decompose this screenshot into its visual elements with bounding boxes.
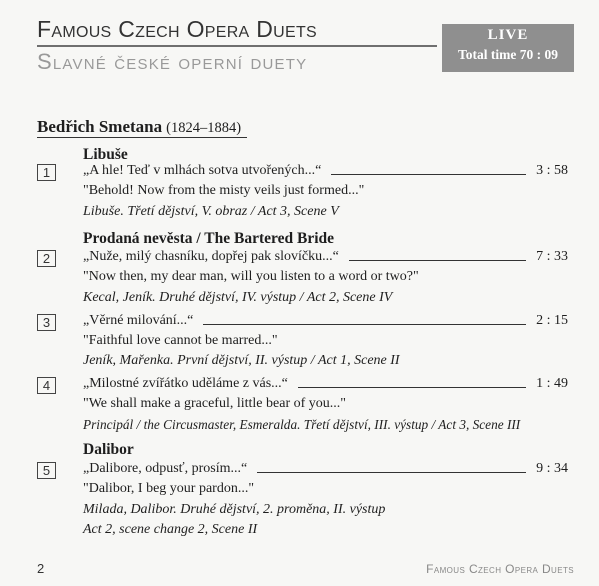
track-credit: Libuše. Třetí dějství, V. obraz / Act 3, Scene V <box>83 204 339 219</box>
opera-title-dalibor: Dalibor <box>83 441 134 458</box>
composer-name: Bedřich Smetana <box>37 117 163 136</box>
track-time: 9 : 34 <box>536 461 568 476</box>
composer-dates: (1824–1884) <box>166 120 242 136</box>
track-credit: Kecal, Jeník. Druhé dějství, IV. výstup / Act 2, Scene IV <box>83 290 393 305</box>
track-line <box>83 313 568 329</box>
dotted-leader <box>203 324 526 325</box>
opera-title-libuse: Libuše <box>83 146 128 163</box>
dotted-leader <box>349 260 526 261</box>
opera-title-bartered-bride: Prodaná nevěsta / The Bartered Bride <box>83 230 335 247</box>
composer-divider <box>37 137 247 138</box>
header-divider <box>37 45 437 47</box>
page-subtitle: Slavné české operní duety <box>37 49 308 74</box>
track-number: 4 <box>37 377 56 394</box>
footer-title: Famous Czech Opera Duets <box>426 562 574 576</box>
track-number: 1 <box>37 164 56 181</box>
dotted-leader <box>298 387 526 388</box>
total-time: Total time 70 : 09 <box>458 47 558 62</box>
track-time: 2 : 15 <box>536 313 568 328</box>
track-english: "Dalibor, I beg your pardon..." <box>83 481 255 496</box>
track-line <box>83 163 568 179</box>
track-line <box>83 376 568 392</box>
live-badge <box>442 24 574 72</box>
track-english: "We shall make a graceful, little bear of you..." <box>83 396 346 411</box>
track-time: 3 : 58 <box>536 163 568 178</box>
track-czech: „Věrné milování...“ <box>83 313 194 328</box>
track-number: 2 <box>37 250 56 267</box>
track-number: 5 <box>37 462 56 479</box>
page-number: 2 <box>37 561 45 576</box>
track-credit: Principál / the Circusmaster, Esmeralda. Třetí dějství, III. výstup / Act 3, Scene III <box>83 417 521 432</box>
track-czech: „A hle! Teď v mlhách sotva utvořených...“ <box>83 163 322 178</box>
track-credit-continued: Act 2, scene change 2, Scene II <box>83 522 258 537</box>
track-english: "Faithful love cannot be marred..." <box>83 333 278 348</box>
track-czech: „Dalibore, odpusť, prosím...“ <box>83 461 248 476</box>
track-line <box>83 461 568 477</box>
track-credit: Milada, Dalibor. Druhé dějství, 2. proměna, II. výstup <box>83 502 386 517</box>
dotted-leader <box>331 174 526 175</box>
track-english: "Behold! Now from the misty veils just formed..." <box>83 183 365 198</box>
composer-heading <box>37 117 241 137</box>
track-czech: „Milostné zvířátko uděláme z vás...“ <box>83 376 288 391</box>
track-number: 3 <box>37 314 56 331</box>
track-credit: Jeník, Mařenka. První dějství, II. výstup / Act 1, Scene II <box>83 353 400 368</box>
track-time: 1 : 49 <box>536 376 568 391</box>
track-time: 7 : 33 <box>536 249 568 264</box>
live-label: LIVE <box>487 27 529 43</box>
dotted-leader <box>257 472 526 473</box>
track-english: "Now then, my dear man, will you listen to a word or two?" <box>83 269 419 284</box>
track-line <box>83 249 568 265</box>
track-czech: „Nuže, milý chasníku, dopřej pak slovíčku...“ <box>83 249 339 264</box>
page-title: Famous Czech Opera Duets <box>37 16 317 42</box>
